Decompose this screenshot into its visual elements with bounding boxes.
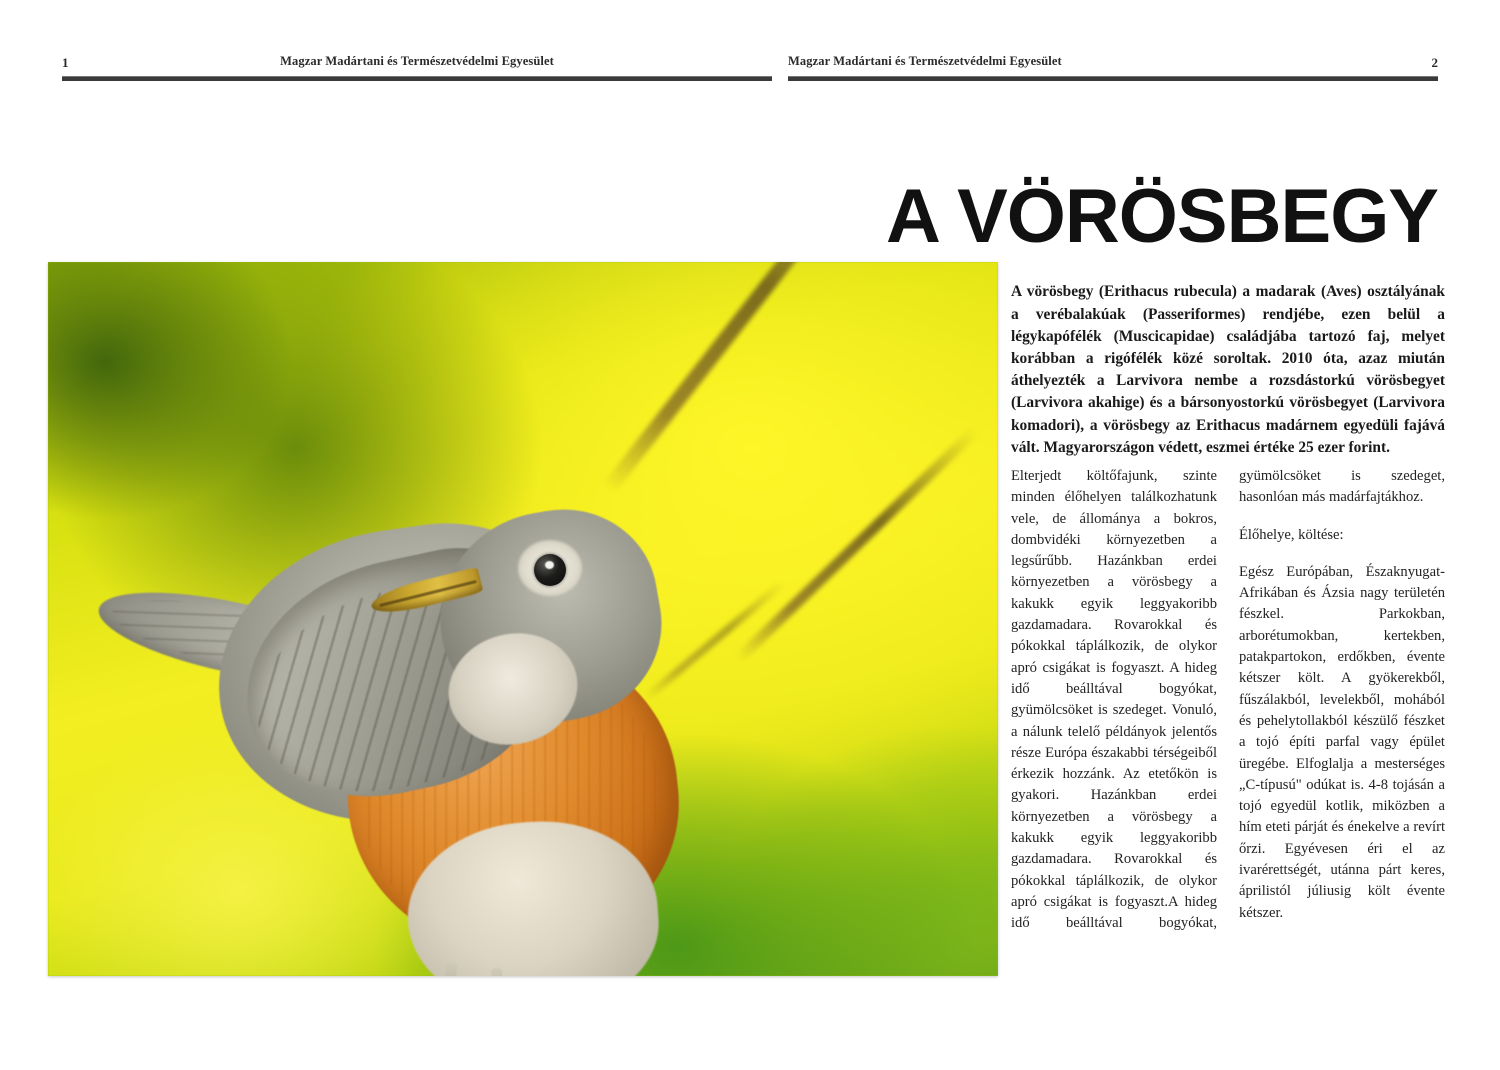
right-page-header — [788, 54, 1438, 84]
body-subheading: Élőhelye, költése: — [1239, 526, 1344, 543]
bird-eye — [534, 554, 566, 586]
right-page-folio: 2 — [1431, 55, 1438, 70]
left-header-row — [62, 54, 772, 76]
bird-eye-highlight — [545, 561, 554, 569]
left-page-header — [62, 54, 772, 84]
right-header-rule — [788, 76, 1438, 81]
body-paragraph-1: Elterjedt költőfajunk, szinte minden élőhelyen találkozhatunk vele, de állománya a bokros, dombvidéki környezetben a legsűrűbb. Hazánkban erdei környezetben a vörösbegy a kakukk egyik leggyakoribb gazdamadara. Rovarokkal és pókokkal táplálkozik, de olykor apró csigákat is fogyaszt. A hideg idő beálltával bogyókat, gyümölcsöket is szedeget. Vonuló, a nálunk telelő példányok jelentős része Európa északabbi térségeiből érkezik hozzánk. Az etetőkön is gyakori. Hazánkban erdei környezetben a vörösbegy a kakukk egyik leggyakoribb gazdamadara. Rovarokkal és pókokkal táplálkozik, de olykor apró csigákat is fogyaszt.A hideg idő beálltával bogyókat, gyümölcsöket is szedeget, hasonlóan más madárfajtákhoz. — [1011, 468, 1445, 932]
left-header-rule — [62, 76, 772, 81]
right-header-row — [788, 54, 1438, 76]
left-page-folio: 1 — [62, 55, 69, 70]
article-body-columns — [1011, 466, 1445, 978]
article-title: A VÖRÖSBEGY — [885, 173, 1438, 259]
left-running-head: Magzar Madártani és Természetvédelmi Egyesület — [280, 54, 554, 68]
right-running-head: Magzar Madártani és Természetvédelmi Egyesület — [788, 54, 1062, 68]
robin-bird — [48, 262, 998, 976]
article-lede: A vörösbegy (Erithacus rubecula) a madarak (Aves) osztályának a verébalakúak (Passeriformes) rendjébe, ezen belül a légykapófélék (Muscicapidae) családjába tartozó faj, melyet korábban a rigófélék közé soroltak. 2010 óta, azaz miután áthelyezték a Larvivora nembe a rozsdástorkú vörösbegyet (Larvivora akahige) és a bársonyostorkú vörösbegyet (Larvivora komadori), a vörösbegy az Erithacus madárnem egyedüli fajává vált. Magyarországon védett, eszmei értéke 25 ezer forint. — [1011, 283, 1445, 456]
hero-photograph — [48, 262, 998, 976]
body-paragraph-2: Egész Európában, Északnyugat-Afrikában és Ázsia nagy területén fészkel. Parkokban, arborétumokban, kertekben, patakpartokon, erdőkben, évente kétszer költ. A gyökerekből, fűszálakból, levelekből, mohából és pehelytollakból készülő fészket a tojó építi parfal vagy épület üregébe. Elfoglalja a mesterséges „C-típusú" odúkat is. 4-8 tojásán a tojó egyedül kotlik, miközben a hím eteti párját és énekelve a revírt őrzi. Egyévesen éri el az ivarérettségét, utánna párt keres, áprilistól júliusig költ évente kétszer. — [1239, 563, 1445, 921]
